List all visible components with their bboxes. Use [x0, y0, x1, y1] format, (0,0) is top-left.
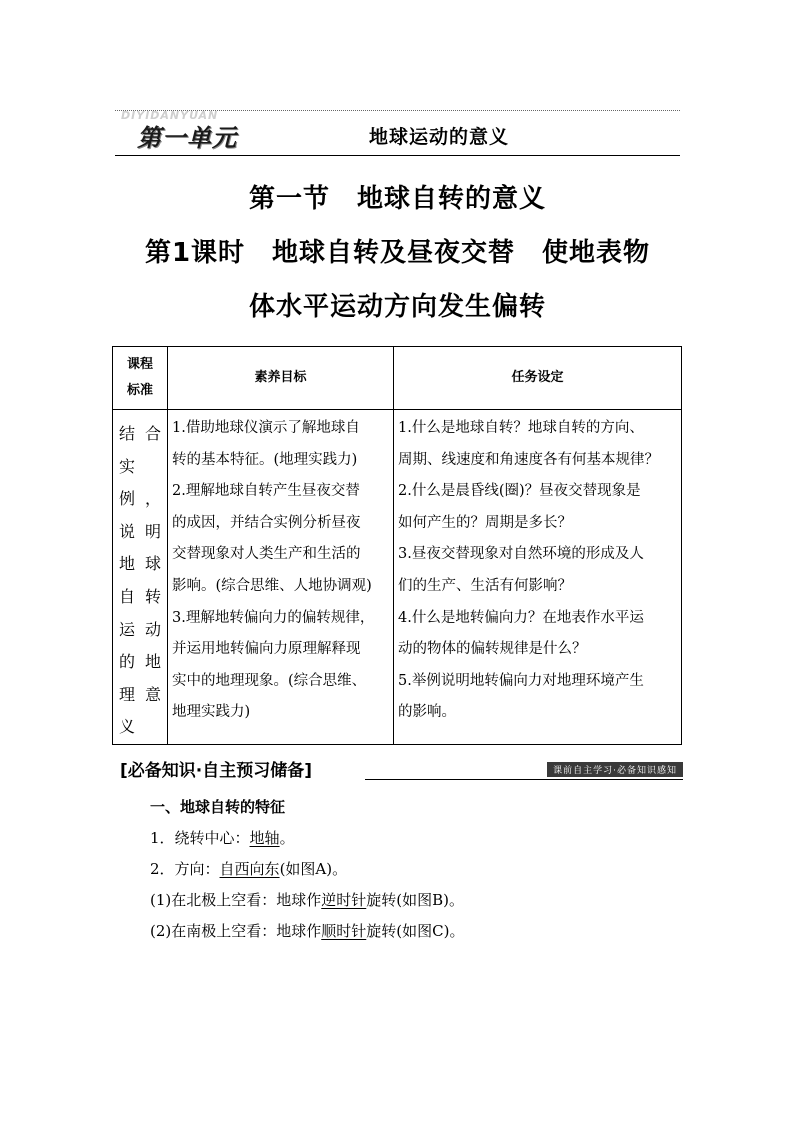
- answer-axis: 地轴: [249, 829, 280, 847]
- tasks-cell: 1.什么是地球自转？地球自转的方向、 周期、线速度和角速度各有何基本规律？ 2.什么是晨昏线(圈)？昼夜交替现象是 如何产生的？周期是多长？ 3.昼夜交替现象对自然环境的形成及人 们的生产、生活有何影响？ 4.什么是地转偏向力？在地表作水平运 动的物体的偏转规律是什么？ 5.举例说明地转偏向力对地理环境产生 的影响。: [394, 410, 682, 745]
- section-label: [必备知识·自主预习储备]: [120, 761, 312, 781]
- section-title: 第一节 地球自转的意义: [248, 184, 546, 214]
- lesson-titles: [115, 172, 680, 334]
- curriculum-cell: 结合 实例， 说明 地球 自转 运动 的地 理意 义: [113, 410, 168, 745]
- table-row: [113, 410, 682, 745]
- header-curriculum: 课程 标准: [113, 347, 168, 410]
- content-item-center: 1．绕转中心：地轴。: [150, 829, 295, 847]
- content-sub-north: (1)在北极上空看：地球作逆时针旋转(如图B)。: [150, 891, 464, 909]
- section-rule: [365, 779, 683, 780]
- lesson-title-line1: 第1课时 地球自转及昼夜交替 使地表物: [144, 238, 651, 268]
- goals-cell: 1.借助地球仪演示了解地球自 转的基本特征。(地理实践力) 2.理解地球自转产生昼夜交替 的成因，并结合实例分析昼夜 交替现象对人类生产和生活的 影响。(综合思维、人地协调观) 3.理解地转偏向力的偏转规律， 并运用地转偏向力原理解释现 实中的地理现象。(综合思维、 地理实践力): [168, 410, 394, 745]
- header-goals: 素养目标: [168, 347, 394, 410]
- unit-pinyin: DIYIDANYUAN: [121, 109, 219, 122]
- knowledge-section-bar: [120, 756, 683, 780]
- standards-table: [112, 346, 682, 745]
- unit-title: 地球运动的意义: [369, 126, 510, 148]
- header-tasks: 任务设定: [394, 347, 682, 410]
- header-rule: [115, 155, 680, 156]
- table-header-row: [113, 347, 682, 410]
- content-heading: 一、地球自转的特征: [150, 798, 286, 816]
- answer-direction: 自西向东: [219, 860, 280, 878]
- knowledge-content: [150, 792, 680, 947]
- content-item-direction: 2．方向：自西向东(如图A)。: [150, 860, 348, 878]
- content-sub-south: (2)在南极上空看：地球作顺时针旋转(如图C)。: [150, 922, 465, 940]
- answer-south: 顺时针: [321, 922, 367, 940]
- section-tag: 课前自主学习·必备知识感知: [547, 762, 683, 777]
- answer-north: 逆时针: [321, 891, 367, 909]
- lesson-title-line2: 体水平运动方向发生偏转: [248, 292, 546, 322]
- unit-header: [115, 104, 680, 156]
- unit-name-logo: 第一单元: [137, 124, 237, 152]
